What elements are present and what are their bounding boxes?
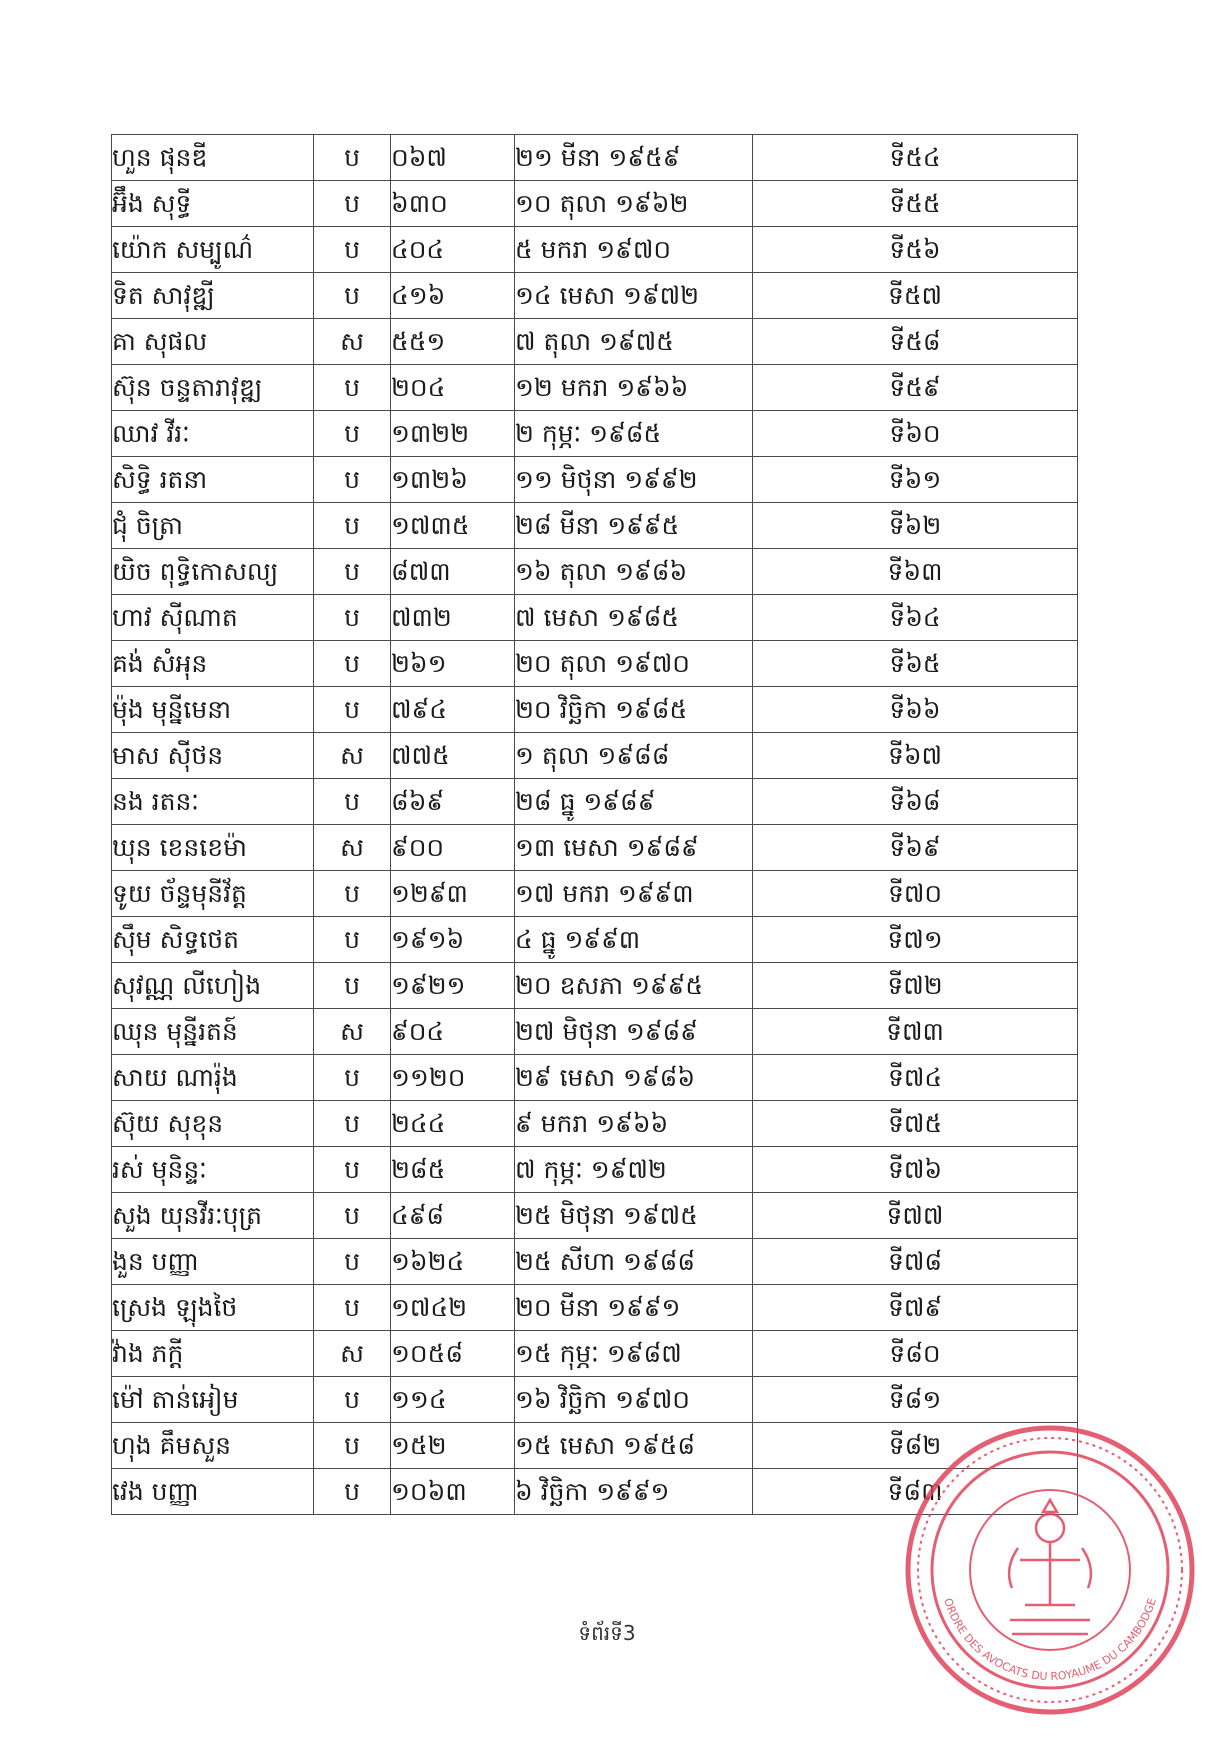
dob-cell: ២០ មីនា ១៩៩១	[515, 1285, 753, 1331]
rank-cell: ទី៥៩	[753, 365, 1078, 411]
number-cell: ៩០០	[391, 825, 515, 871]
rank-cell: ទី៧៤	[753, 1055, 1078, 1101]
dob-cell: ៧ កុម្ភៈ ១៩៧២	[515, 1147, 753, 1193]
table-row	[112, 871, 1078, 917]
dob-cell: ២៥ សីហា ១៩៨៨	[515, 1239, 753, 1285]
table-row	[112, 319, 1078, 365]
name-cell: វេង បញ្ញា	[112, 1469, 314, 1515]
table-row	[112, 1377, 1078, 1423]
dob-cell: ១៤ មេសា ១៩៧២	[515, 273, 753, 319]
rank-cell: ទី៦៩	[753, 825, 1078, 871]
rank-cell: ទី៥៨	[753, 319, 1078, 365]
number-cell: ៨៦៩	[391, 779, 515, 825]
dob-cell: ២០ ឧសភា ១៩៩៥	[515, 963, 753, 1009]
dob-cell: ១៦ វិច្ឆិកា ១៩៧០	[515, 1377, 753, 1423]
rank-cell: ទី៥៥	[753, 181, 1078, 227]
table-row	[112, 1469, 1078, 1515]
number-cell: ១១៤	[391, 1377, 515, 1423]
sex-cell: ប	[314, 503, 391, 549]
rank-cell: ទី៨២	[753, 1423, 1078, 1469]
dob-cell: ២ កុម្ភៈ ១៩៨៥	[515, 411, 753, 457]
table-row	[112, 1331, 1078, 1377]
table-row	[112, 1147, 1078, 1193]
table-row	[112, 595, 1078, 641]
page-number: ទំព័រទី3	[578, 1621, 636, 1645]
rank-cell: ទី៧០	[753, 871, 1078, 917]
number-cell: ០៦៧	[391, 135, 515, 181]
name-cell: ងួន បញ្ញា	[112, 1239, 314, 1285]
name-cell: ស៊ឹម សិទ្ធថេត	[112, 917, 314, 963]
rank-cell: ទី៧៧	[753, 1193, 1078, 1239]
table-row	[112, 1193, 1078, 1239]
name-cell: ម៉ុង មុន្នីមេនា	[112, 687, 314, 733]
dob-cell: ៤ ធ្នូ ១៩៩៣	[515, 917, 753, 963]
sex-cell: ស	[314, 825, 391, 871]
name-cell: ជុំ ចិត្រា	[112, 503, 314, 549]
sex-cell: ប	[314, 181, 391, 227]
roster-table	[111, 134, 1078, 1515]
table-row	[112, 1055, 1078, 1101]
table-row	[112, 963, 1078, 1009]
rank-cell: ទី៦២	[753, 503, 1078, 549]
rank-cell: ទី៦១	[753, 457, 1078, 503]
table-row	[112, 181, 1078, 227]
name-cell: ឈាវ វីរៈ	[112, 411, 314, 457]
sex-cell: ប	[314, 365, 391, 411]
table-row	[112, 779, 1078, 825]
seal-text: ORDRE DES AVOCATS DU ROYAUME DU CAMBODGE	[941, 1596, 1159, 1684]
number-cell: ១៩១៦	[391, 917, 515, 963]
table-row	[112, 687, 1078, 733]
roster-body	[112, 135, 1078, 1515]
sex-cell: ប	[314, 549, 391, 595]
name-cell: ទិត សាវុឌ្ឍី	[112, 273, 314, 319]
table-row	[112, 1239, 1078, 1285]
name-cell: សុវណ្ណ លីហៀង	[112, 963, 314, 1009]
table-row	[112, 503, 1078, 549]
table-row	[112, 365, 1078, 411]
table-row	[112, 549, 1078, 595]
number-cell: ៤១៦	[391, 273, 515, 319]
name-cell: យិច ពុទ្ធិកោសល្យ	[112, 549, 314, 595]
sex-cell: ប	[314, 687, 391, 733]
dob-cell: ២៥ មិថុនា ១៩៧៥	[515, 1193, 753, 1239]
sex-cell: ប	[314, 1193, 391, 1239]
number-cell: ១៩២១	[391, 963, 515, 1009]
number-cell: ៥៥១	[391, 319, 515, 365]
number-cell: ១០៥៨	[391, 1331, 515, 1377]
sex-cell: ប	[314, 457, 391, 503]
sex-cell: ប	[314, 641, 391, 687]
name-cell: ហួន ផុនឌី	[112, 135, 314, 181]
dob-cell: ២០ វិច្ឆិកា ១៩៨៥	[515, 687, 753, 733]
sex-cell: ប	[314, 273, 391, 319]
table-row	[112, 733, 1078, 779]
rank-cell: ទី៧៩	[753, 1285, 1078, 1331]
sex-cell: ស	[314, 1009, 391, 1055]
name-cell: អ៊ឹង សុទ្ធី	[112, 181, 314, 227]
rank-cell: ទី៦៧	[753, 733, 1078, 779]
number-cell: ២០៤	[391, 365, 515, 411]
sex-cell: ប	[314, 1285, 391, 1331]
table-row	[112, 411, 1078, 457]
rank-cell: ទី៨០	[753, 1331, 1078, 1377]
name-cell: សួង យុនវីរៈបុត្រ	[112, 1193, 314, 1239]
sex-cell: ប	[314, 1055, 391, 1101]
dob-cell: ១៦ តុលា ១៩៨៦	[515, 549, 753, 595]
dob-cell: ១៥ កុម្ភៈ ១៩៨៧	[515, 1331, 753, 1377]
name-cell: ហាវ ស៊ីណាត	[112, 595, 314, 641]
table-row	[112, 1285, 1078, 1331]
table-row	[112, 1101, 1078, 1147]
dob-cell: ១០ តុលា ១៩៦២	[515, 181, 753, 227]
rank-cell: ទី៦៦	[753, 687, 1078, 733]
rank-cell: ទី៦៨	[753, 779, 1078, 825]
rank-cell: ទី៦៣	[753, 549, 1078, 595]
table-row	[112, 457, 1078, 503]
number-cell: ១៥២	[391, 1423, 515, 1469]
dob-cell: ៧ មេសា ១៩៨៥	[515, 595, 753, 641]
sex-cell: ស	[314, 733, 391, 779]
sex-cell: ប	[314, 595, 391, 641]
table-row	[112, 1009, 1078, 1055]
name-cell: ឈុន មុន្នីរតន៍	[112, 1009, 314, 1055]
rank-cell: ទី៥៤	[753, 135, 1078, 181]
number-cell: ១៧៤២	[391, 1285, 515, 1331]
rank-cell: ទី៦០	[753, 411, 1078, 457]
dob-cell: ២១ មីនា ១៩៥៩	[515, 135, 753, 181]
sex-cell: ស	[314, 319, 391, 365]
number-cell: ៨៧៣	[391, 549, 515, 595]
number-cell: ២៦១	[391, 641, 515, 687]
number-cell: ៩០៤	[391, 1009, 515, 1055]
table-row	[112, 825, 1078, 871]
sex-cell: ប	[314, 1147, 391, 1193]
number-cell: ៧៣២	[391, 595, 515, 641]
seal-emblem	[1009, 1500, 1091, 1634]
table-row	[112, 135, 1078, 181]
number-cell: ២៤៤	[391, 1101, 515, 1147]
sex-cell: ប	[314, 963, 391, 1009]
rank-cell: ទី៧៨	[753, 1239, 1078, 1285]
name-cell: មាស ស៊ីថន	[112, 733, 314, 779]
rank-cell: ទី៦៥	[753, 641, 1078, 687]
rank-cell: ទី៧៣	[753, 1009, 1078, 1055]
rank-cell: ទី៥៧	[753, 273, 1078, 319]
table-row	[112, 917, 1078, 963]
dob-cell: ៥ មករា ១៩៧០	[515, 227, 753, 273]
sex-cell: ប	[314, 227, 391, 273]
table-row	[112, 641, 1078, 687]
name-cell: ឃុន ខេនខេម៉ា	[112, 825, 314, 871]
name-cell: ម៉ៅ តាន់អៀម	[112, 1377, 314, 1423]
dob-cell: ១ តុលា ១៩៨៨	[515, 733, 753, 779]
rank-cell: ទី៧២	[753, 963, 1078, 1009]
number-cell: ១៦២៤	[391, 1239, 515, 1285]
name-cell: យ៉ោក សម្បូណ៌	[112, 227, 314, 273]
number-cell: ១៧៣៥	[391, 503, 515, 549]
number-cell: ៤០៤	[391, 227, 515, 273]
number-cell: ១៣២៦	[391, 457, 515, 503]
number-cell: ១១២០	[391, 1055, 515, 1101]
number-cell: ១២៩៣	[391, 871, 515, 917]
name-cell: រស់ មុនិន្ទៈ	[112, 1147, 314, 1193]
sex-cell: ប	[314, 1101, 391, 1147]
sex-cell: ប	[314, 135, 391, 181]
dob-cell: ៩ មករា ១៩៦៦	[515, 1101, 753, 1147]
dob-cell: ២៩ មេសា ១៩៨៦	[515, 1055, 753, 1101]
name-cell: ទូយ ច័ន្ទមុនីវ័ត្ត	[112, 871, 314, 917]
rank-cell: ទី៦៤	[753, 595, 1078, 641]
dob-cell: ១១ មិថុនា ១៩៩២	[515, 457, 753, 503]
name-cell: នង រតនៈ	[112, 779, 314, 825]
sex-cell: ប	[314, 1423, 391, 1469]
number-cell: ៦៣០	[391, 181, 515, 227]
dob-cell: ១៣ មេសា ១៩៨៩	[515, 825, 753, 871]
number-cell: ២៨៥	[391, 1147, 515, 1193]
rank-cell: ទី៨១	[753, 1377, 1078, 1423]
number-cell: ៤៩៨	[391, 1193, 515, 1239]
number-cell: ៧៩៤	[391, 687, 515, 733]
dob-cell: ១៧ មករា ១៩៩៣	[515, 871, 753, 917]
dob-cell: ៧ តុលា ១៩៧៥	[515, 319, 753, 365]
dob-cell: ១៥ មេសា ១៩៥៨	[515, 1423, 753, 1469]
sex-cell: ប	[314, 1239, 391, 1285]
name-cell: គង់ សំអុន	[112, 641, 314, 687]
table-row	[112, 227, 1078, 273]
number-cell: ១០៦៣	[391, 1469, 515, 1515]
number-cell: ១៣២២	[391, 411, 515, 457]
dob-cell: ១២ មករា ១៩៦៦	[515, 365, 753, 411]
rank-cell: ទី៧១	[753, 917, 1078, 963]
dob-cell: ២០ តុលា ១៩៧០	[515, 641, 753, 687]
name-cell: វ៉ាង ភក្តី	[112, 1331, 314, 1377]
dob-cell: ២៨ ធ្នូ ១៩៨៩	[515, 779, 753, 825]
sex-cell: ប	[314, 871, 391, 917]
dob-cell: ៦ វិច្ឆិកា ១៩៩១	[515, 1469, 753, 1515]
name-cell: សាយ ណារ៉ុង	[112, 1055, 314, 1101]
table-row	[112, 273, 1078, 319]
number-cell: ៧៧៥	[391, 733, 515, 779]
rank-cell: ទី៨៣	[753, 1469, 1078, 1515]
sex-cell: ប	[314, 917, 391, 963]
sex-cell: ប	[314, 411, 391, 457]
sex-cell: ប	[314, 1377, 391, 1423]
dob-cell: ២៧ មិថុនា ១៩៨៩	[515, 1009, 753, 1055]
sex-cell: ស	[314, 1331, 391, 1377]
dob-cell: ២៨ មីនា ១៩៩៥	[515, 503, 753, 549]
rank-cell: ទី៥៦	[753, 227, 1078, 273]
name-cell: ស្រេង ឡុងថៃ	[112, 1285, 314, 1331]
table-row	[112, 1423, 1078, 1469]
rank-cell: ទី៧៥	[753, 1101, 1078, 1147]
sex-cell: ប	[314, 779, 391, 825]
name-cell: ស៊ុយ សុខុន	[112, 1101, 314, 1147]
sex-cell: ប	[314, 1469, 391, 1515]
name-cell: ស៊ុន ចន្ទតារាវុឌ្ឍ	[112, 365, 314, 411]
name-cell: ហុង គឹមសួន	[112, 1423, 314, 1469]
rank-cell: ទី៧៦	[753, 1147, 1078, 1193]
name-cell: សិទ្ធិ រតនា	[112, 457, 314, 503]
name-cell: គា សុផល	[112, 319, 314, 365]
